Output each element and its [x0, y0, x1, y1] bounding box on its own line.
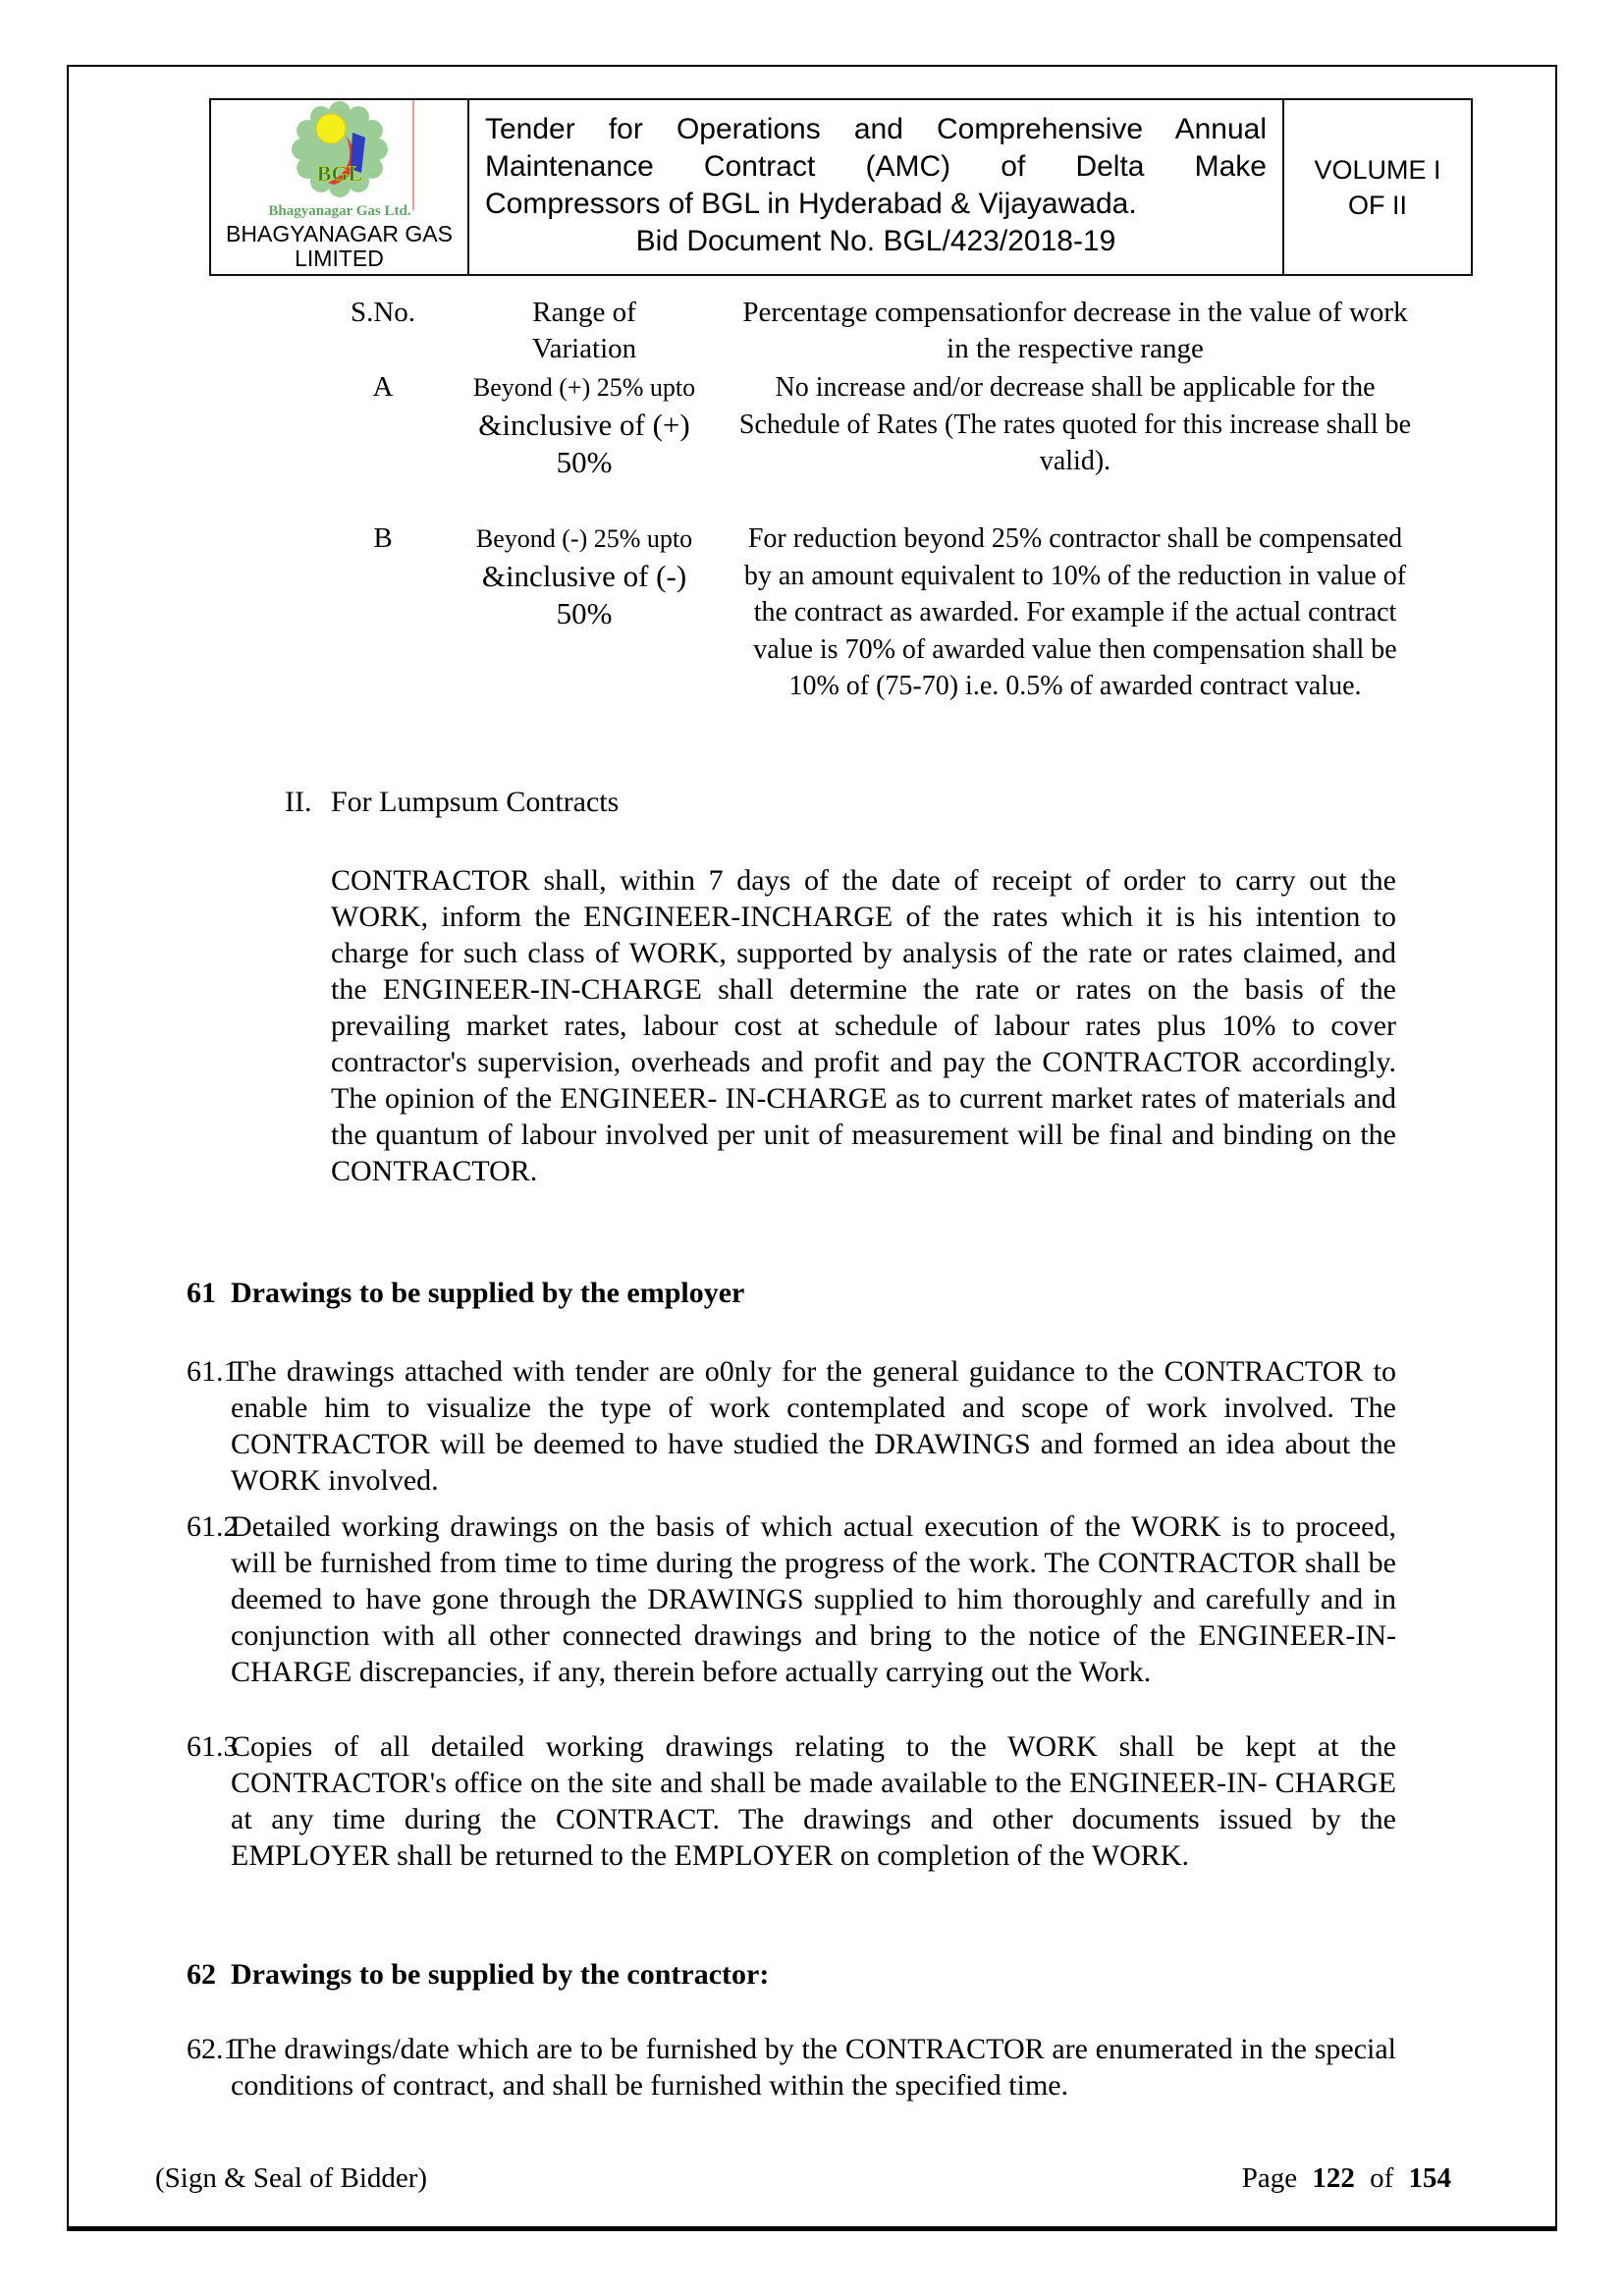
row-a-range-line1: Beyond (+) 25% upto	[472, 373, 696, 402]
company-name-line1: BHAGYANAGAR GAS	[226, 221, 453, 246]
bid-document-number: Bid Document No. BGL/423/2018-19	[635, 225, 1116, 257]
volume-line2: OF II	[1348, 190, 1407, 220]
clause-62-1-body: The drawings/date which are to be furnished by the CONTRACTOR are enumerated in the special conditions of contract, and shall be furnished within the specified time.	[231, 2033, 1396, 2102]
section-ii-body: CONTRACTOR shall, within 7 days of the date of receipt of order to carry out the WORK, inform the ENGINEER-INCHARGE of the rates which it is his intention to charge for such class of WORK, supported by analysis of the rate or rates claimed, and the ENGINEER-IN-CHARGE shall determine the rate or rates on the basis of the prevailing market rates, labour cost at schedule of labour rates plus 10% to cover contractor's supervision, overheads and profit and pay the CONTRACTOR accordingly. The opinion of the ENGINEER- IN-CHARGE as to current market rates of materials and the quantum of labour involved per unit of measurement will be final and binding on the CONTRACTOR.	[331, 864, 1396, 1187]
clause-61-heading: Drawings to be supplied by the employer	[231, 1277, 745, 1309]
column-header-compensation: Percentage compensationfor decrease in the value of work in the respective range	[742, 297, 1408, 364]
of-word: of	[1370, 2162, 1394, 2194]
row-b-range-line1: Beyond (-) 25% upto	[475, 524, 693, 553]
header-table	[209, 98, 1473, 276]
clause-62-heading: Drawings to be supplied by the contractor:	[231, 1958, 770, 1991]
clause-61-number: 61	[187, 1277, 216, 1309]
row-b-compensation: For reduction beyond 25% contractor shall be compensated by an amount equivalent to 10% of the reduction in value of the contract as awarded. For example if the actual contract value is 70% of awarded value then compensation shall be 10% of (75-70) i.e. 0.5% of awarded contract value.	[743, 523, 1407, 701]
clause-61-3-number: 61.3	[187, 1730, 239, 1763]
page-number: 122	[1312, 2162, 1355, 2194]
page-word: Page	[1241, 2162, 1298, 2194]
row-a-range	[452, 369, 717, 481]
clause-62-number: 62	[187, 1958, 216, 1991]
volume-line1: VOLUME I	[1314, 154, 1441, 185]
tender-title-cell	[469, 100, 1284, 274]
section-ii-number: II.	[285, 786, 312, 818]
volume-cell	[1284, 100, 1471, 274]
clause-61-1-number: 61.1	[187, 1355, 239, 1388]
column-header-range: Range of Variation	[531, 297, 637, 364]
row-a-compensation: No increase and/or decrease shall be applicable for the Schedule of Rates (The rates quoted for this increase shall be valid).	[738, 372, 1412, 476]
clause-61-3-body: Copies of all detailed working drawings relating to the WORK shall be kept at the CONTRACTOR's office on the site and shall be made available to the ENGINEER-IN- CHARGE at any time during the CONTRACT. The drawings and other documents issued by the EMPLOYER shall be returned to the EMPLOYER on completion of the WORK.	[231, 1730, 1396, 1872]
row-b-range-line3: 50%	[556, 596, 613, 630]
red-margin-line	[412, 100, 414, 210]
tender-title-line3: Compressors of BGL in Hyderabad & Vijayawada.	[485, 188, 1137, 220]
tender-title-line1: Tender for Operations and Comprehensive Annual	[485, 113, 1267, 145]
logo-cell	[211, 100, 469, 274]
logo-caption: Bhagyanagar Gas Ltd.	[267, 203, 411, 219]
sign-seal-label: (Sign & Seal of Bidder)	[155, 2162, 428, 2194]
sun-icon	[316, 114, 346, 143]
logo-bgl-text: BGL	[316, 161, 362, 186]
row-b-sno: B	[373, 522, 393, 554]
row-a-range-line3: 50%	[556, 445, 613, 479]
page-total: 154	[1408, 2162, 1451, 2194]
clause-62-1-number: 62.1	[187, 2033, 239, 2065]
row-a-sno: A	[372, 371, 394, 403]
clause-61-2-number: 61.2	[187, 1510, 239, 1543]
row-a-range-line2: &inclusive of (+)	[478, 408, 690, 442]
section-ii-title: For Lumpsum Contracts	[331, 786, 620, 818]
page-number-label	[1242, 2160, 1451, 2196]
column-header-sno: S.No.	[350, 297, 416, 328]
clause-61-2-body: Detailed working drawings on the basis of which actual execution of the WORK is to proceed, will be furnished from time to time during the progress of the work. The CONTRACTOR shall be deemed to have gone through the DRAWINGS supplied to him thoroughly and carefully and in conjunction with all other connected drawings and bring to the notice of the ENGINEER-IN-CHARGE discrepancies, if any, therein before actually carrying out the Work.	[231, 1510, 1396, 1688]
tender-title-line2: Maintenance Contract (AMC) of Delta Make	[485, 150, 1267, 183]
company-name-line2: LIMITED	[295, 246, 384, 271]
clause-61-1-body: The drawings attached with tender are o0nly for the general guidance to the CONTRACTOR to enable him to visualize the type of work contemplated and scope of work involved. The CONTRACTOR will be deemed to have studied the DRAWINGS and formed an idea about the WORK involved.	[231, 1355, 1396, 1497]
row-b-range-line2: &inclusive of (-)	[481, 559, 687, 593]
bgl-logo-icon	[261, 100, 418, 222]
row-b-range	[452, 520, 717, 632]
